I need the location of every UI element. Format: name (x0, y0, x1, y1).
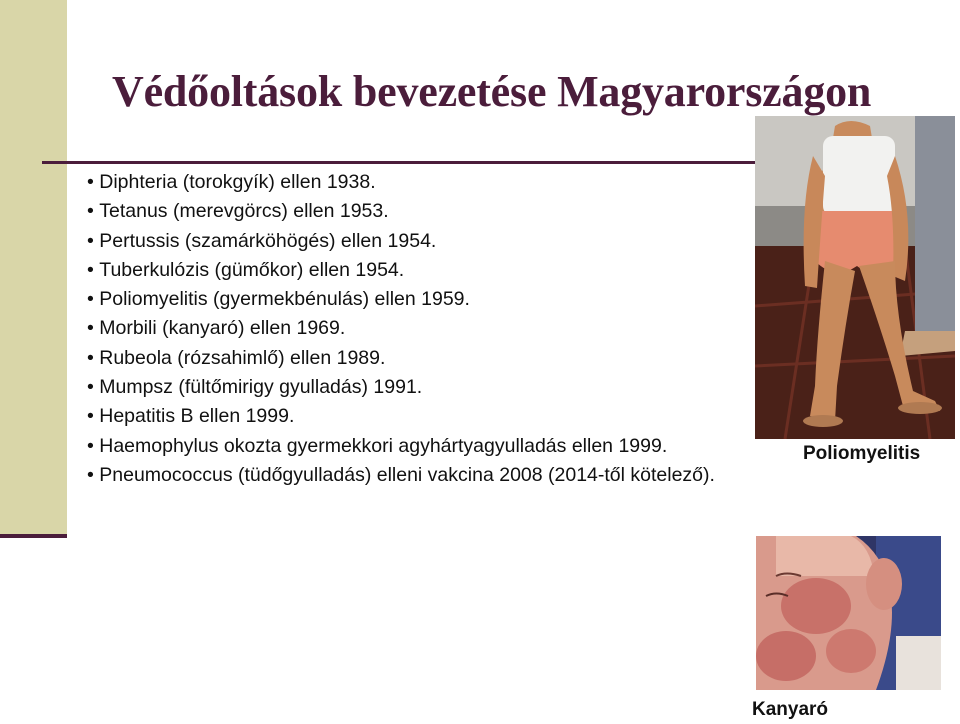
measles-child-photo (756, 536, 941, 690)
list-item: • Pertussis (szamárköhögés) ellen 1954. (87, 227, 767, 256)
list-item: • Tetanus (merevgörcs) ellen 1953. (87, 197, 767, 226)
polio-photo-illustration (755, 116, 955, 439)
left-decor-line (0, 534, 67, 538)
list-item: • Rubeola (rózsahimlő) ellen 1989. (87, 344, 767, 373)
list-item: • Tuberkulózis (gümőkor) ellen 1954. (87, 256, 767, 285)
polio-child-photo (755, 116, 955, 439)
list-item: • Hepatitis B ellen 1999. (87, 402, 767, 431)
measles-photo-illustration (756, 536, 941, 690)
slide-title: Védőoltások bevezetése Magyarországon (112, 67, 872, 116)
list-item: • Mumpsz (fültőmirigy gyulladás) 1991. (87, 373, 767, 402)
list-item: • Poliomyelitis (gyermekbénulás) ellen 1959. (87, 285, 767, 314)
list-item: • Diphteria (torokgyík) ellen 1938. (87, 168, 767, 197)
title-underline (42, 161, 758, 164)
measles-caption: Kanyaró (752, 699, 829, 720)
list-item: • Pneumococcus (tüdőgyulladás) elleni vakcina 2008 (2014-től kötelező). (87, 461, 767, 490)
vaccine-list (87, 168, 767, 490)
left-decor-band (0, 0, 67, 534)
list-item: • Morbili (kanyaró) ellen 1969. (87, 314, 767, 343)
list-item: • Haemophylus okozta gyermekkori agyhártyagyulladás ellen 1999. (87, 432, 767, 461)
polio-caption: Poliomyelitis (803, 443, 921, 464)
